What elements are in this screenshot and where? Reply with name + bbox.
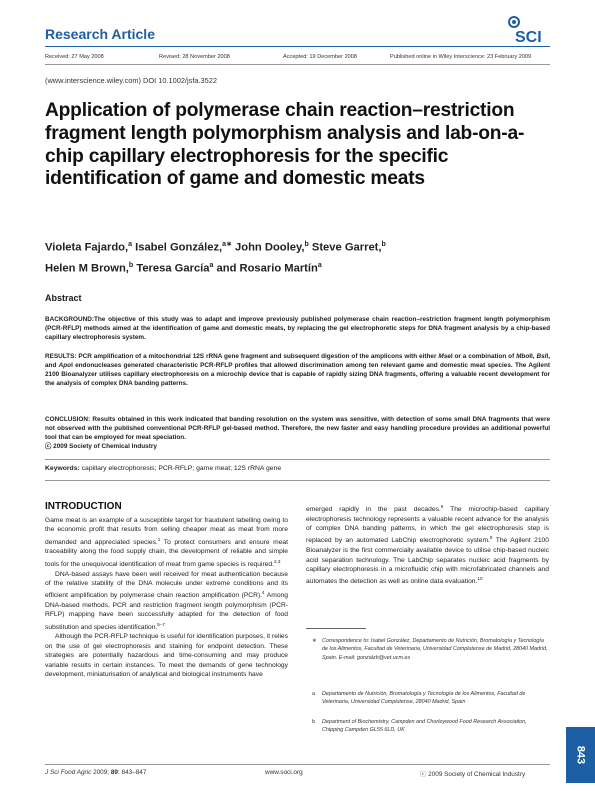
received-date: Received: 27 May 2008 xyxy=(45,54,104,60)
doi-line[interactable]: (www.interscience.wiley.com) DOI 10.1002/jsfa.3522 xyxy=(45,76,217,85)
author-affiliation: a xyxy=(209,261,214,269)
footnote-correspondence: ∗ Correspondence to: Isabel González, Departamento de Nutrición, Bromatología y Tecnología de los Alimentos, Facultad de Veterinaria, Universidad Complutense de Madrid, 28040 Madrid, Spain. E-mail: gonzalzb@vet.ucm.es xyxy=(312,638,548,661)
footnote-affiliation-a: a Departamento de Nutrición, Bromatología y Tecnología de los Alimentos, Facultad de Veterinaria, Universidad Complutense, 28040 Madrid, Spain xyxy=(312,691,526,706)
abstract-background-label: BACKGROUND: xyxy=(45,316,94,323)
introduction-heading: INTRODUCTION xyxy=(45,501,122,512)
body-column-right xyxy=(306,502,549,587)
author-name: and Rosario Martín xyxy=(216,262,318,275)
author-affiliation: b xyxy=(128,261,134,269)
citation-ref[interactable]: 4 xyxy=(262,590,265,596)
revised-date: Revised: 28 November 2008 xyxy=(159,54,230,60)
author-name: Isabel González, xyxy=(135,241,223,254)
keywords-text: capillary electrophoresis; PCR-RFLP; game meat; 12S rRNA gene xyxy=(81,465,282,472)
abstract-background xyxy=(45,315,550,342)
intro-paragraph: DNA-based assays have been well received for meat authentication because of the relative stability of the DNA molecule under extreme conditions and its efficient amplification by polymerase chain reaction amplification (PCR).$^4$ Among DNA-based methods, PCR and restriction fragment length polymorphism (PCR-RFLP) mapping have been successfully adapted for the detection of food substitution and species identification.$^{5-7}$ xyxy=(45,570,288,631)
intro-paragraph: Although the PCR-RFLP technique is useful for identification purposes, it relies on the use of gel electrophoresis and staining for endpoint detection. These strategies are potentially hazardous and time-consuming and may produce variable results in certain instances. To meet the demands of gene technology development, miniaturisation of analytical and biological instruments have xyxy=(45,633,288,679)
abstract-copyright: ⓒ 2009 Society of Chemical Industry xyxy=(45,443,157,450)
author-list xyxy=(45,236,545,277)
author-name: Helen M Brown, xyxy=(45,262,129,275)
keywords-rule-top xyxy=(45,459,550,460)
footer-copyright: ⓒ 2009 Society of Chemical Industry xyxy=(420,771,526,778)
keywords-line xyxy=(45,465,281,472)
author-affiliation: a xyxy=(128,241,133,248)
keywords-rule-bottom xyxy=(45,480,550,481)
article-title: Application of polymerase chain reaction–restriction fragment length polymorphism analysis and lab-on-a-chip capillary electrophoresis for the specific identification of game and domestic meats xyxy=(45,100,525,190)
intro-paragraph: Game meat is an example of a susceptible target for fraudulent labelling owing to the economic profit that results from selling cheaper meat as meat from more demanded and appreciated species.$^1$ To protect consumers and ensure meat traceability along the food supply chain, the development of reliable and simple tools for the unequivocal identification of meat from game species is required.$^{2,3}$ xyxy=(45,517,288,569)
abstract-results-label: RESULTS: xyxy=(45,353,77,360)
footnote-mark: b xyxy=(312,719,315,725)
citation-ref[interactable]: 2,3 xyxy=(273,558,281,564)
page-number: 843 xyxy=(574,745,587,765)
author-affiliation: b xyxy=(304,241,309,248)
abstract-conclusion xyxy=(45,415,550,451)
published-date: Published online in Wiley Interscience: 23 February 2009 xyxy=(390,54,532,60)
footnote-rule xyxy=(306,628,366,629)
citation-ref[interactable]: 10 xyxy=(477,576,483,582)
citation-ref[interactable]: 1 xyxy=(157,536,161,542)
abstract-conclusion-text: Results obtained in this work indicated that banding resolution on the system was sensitive, with detection of some small DNA fragments that were not observed with the published conventional PCR-RFLP gel-based method. Therefore, the new faster and easy handling procedure provides an additional powerful tool that can be employed for meat speciation. xyxy=(45,416,550,441)
citation-ref[interactable]: 9 xyxy=(489,535,493,541)
author-name: Violeta Fajardo, xyxy=(45,241,129,254)
keywords-label: Keywords: xyxy=(45,465,80,472)
intro-paragraph: emerged rapidly in the past decades.$^8$ The microchip-based capillary electrophoresis technology represents a valuable recent advance for the analysis of complex DNA banding patterns, in which the gel electrophoresis step is replaced by an automated LabChip electrophoretic system.$^9$ The Agilent 2100 Bioanalyzer is the first commercially available device to utilise chip-based nucleic acid separation technology. The LabChip separates nucleic acid fragments by capillary electrophoresis in a microfluidic chip with microfabricated channels and automates the detection as well as online data evaluation.$^{10}$ xyxy=(306,504,549,586)
abstract-background-text: The objective of this study was to adapt and improve previously published polymerase chain reaction–restriction fragment length polymorphism (PCR-RFLP) methods aimed at the identification of game and domestic meats, by replacing the gel electrophoretic steps for DNA fragment analysis by a chip-based capillary electrophoresis system. xyxy=(45,316,550,341)
sci-logo xyxy=(505,12,555,46)
abstract-heading: Abstract xyxy=(45,293,82,303)
dates-rule xyxy=(45,64,550,65)
body-column-left xyxy=(45,516,288,679)
footer-citation: J Sci Food Agric 2009; 89: 843–847 xyxy=(45,769,147,776)
accepted-date: Accepted: 19 December 2008 xyxy=(283,54,358,60)
citation-ref[interactable]: 8 xyxy=(440,504,444,509)
page-number-tab xyxy=(566,727,595,783)
author-name: Steve Garret, xyxy=(311,241,382,254)
footer-rule xyxy=(45,764,550,765)
footnote-mark: ∗ xyxy=(312,638,317,644)
abstract-conclusion-label: CONCLUSION: xyxy=(45,416,91,423)
author-affiliation: b xyxy=(381,241,386,248)
header-rule xyxy=(45,46,550,47)
footnote-mark: a xyxy=(312,691,315,697)
article-type-label: Research Article xyxy=(45,26,155,42)
sci-logo-text: SCI xyxy=(515,29,542,46)
footnote-affiliation-b: b Department of Biochemistry, Campden and Chorleywood Food Research Association, Chipping Campden GL55 6LD, UK xyxy=(312,719,527,734)
citation-ref[interactable]: 5–7 xyxy=(157,621,165,627)
author-affiliation: a∗ xyxy=(222,241,232,248)
author-affiliation: a xyxy=(317,261,322,269)
abstract-results: RESULTS: PCR amplification of a mitochondrial 12S rRNA gene fragment and subsequent digestion of the amplicons with either MseI or a combination of MboII, BslI, and ApoI endonucleases generated characteristic PCR-RFLP profiles that allowed discrimination among ten relevant game and domestic meat species. The Agilent 2100 Bioanalyzer utilises capillary electrophoresis on a microchip device that is capable of rapidly sizing DNA fragments, offering a valuable recent development for the analysis of complex DNA banding patterns. xyxy=(45,353,551,387)
footer-website[interactable]: www.soci.org xyxy=(265,769,303,776)
author-name: Teresa García xyxy=(136,262,210,275)
author-name: John Dooley, xyxy=(235,241,305,254)
